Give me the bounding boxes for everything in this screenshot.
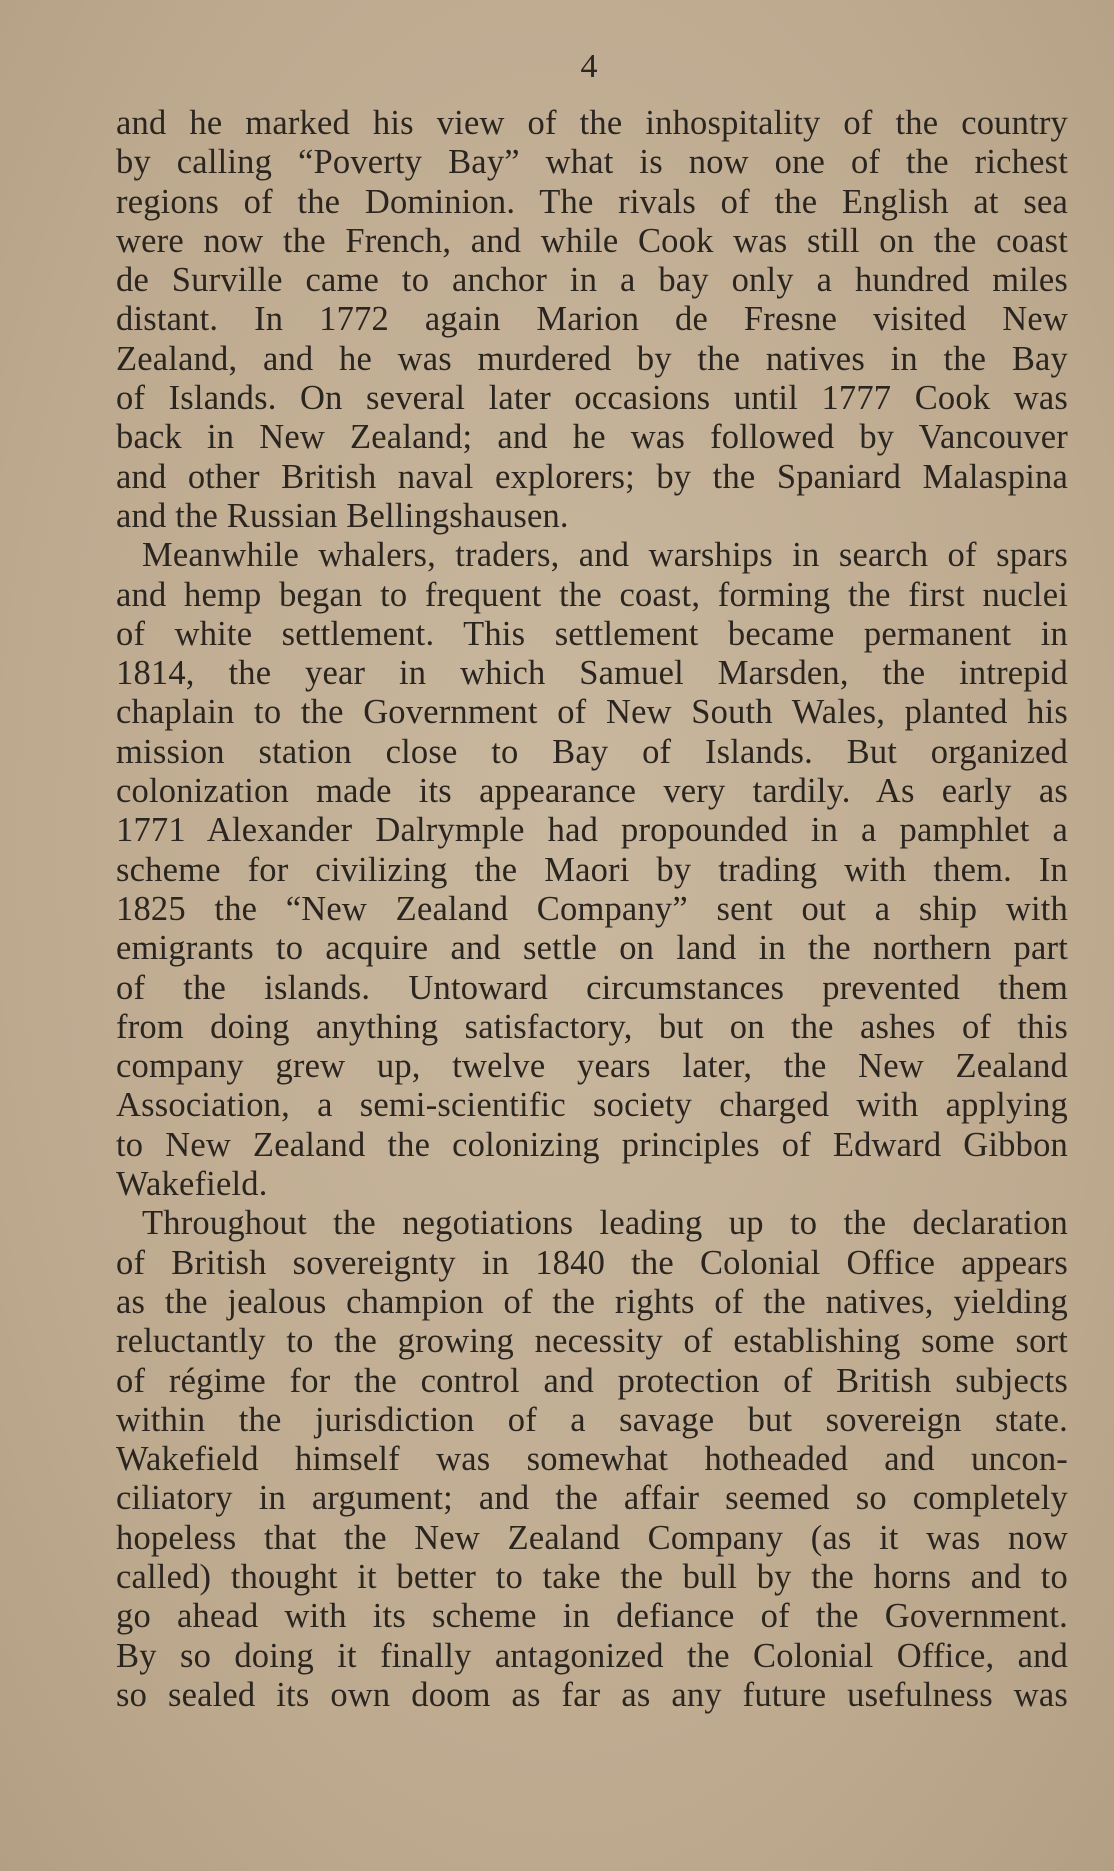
text-line: were now the French, and while Cook was still on the coast: [116, 221, 1068, 260]
paragraph-start-line: Meanwhile whalers, traders, and warships in search of spars: [142, 536, 1068, 575]
text-line: distant. In 1772 again Marion de Fresne visited New: [116, 300, 1068, 339]
paragraph-start-line: Throughout the negotiations leading up to the declaration: [142, 1204, 1068, 1243]
text-line: 1825 the “New Zealand Company” sent out a ship with: [116, 889, 1068, 928]
text-line: and other British naval explorers; by the Spaniard Malaspina: [116, 457, 1068, 496]
text-line: from doing anything satisfactory, but on the ashes of this: [116, 1007, 1068, 1046]
text-line: so sealed its own doom as far as any future usefulness was: [116, 1675, 1068, 1714]
text-line: Zealand, and he was murdered by the natives in the Bay: [116, 339, 1068, 378]
text-line: of Islands. On several later occasions until 1777 Cook was: [116, 379, 1068, 418]
text-line: ciliatory in argument; and the affair seemed so completely: [116, 1479, 1068, 1518]
text-line: company grew up, twelve years later, the New Zealand: [116, 1047, 1068, 1086]
text-line: colonization made its appearance very tardily. As early as: [116, 772, 1068, 811]
page-number: 4: [580, 48, 598, 85]
text-line: of white settlement. This settlement became permanent in: [116, 614, 1068, 653]
text-line: Wakefield himself was somewhat hotheaded and uncon-: [116, 1440, 1068, 1479]
body-text: [116, 104, 1068, 1715]
text-line: to New Zealand the colonizing principles of Edward Gibbon: [116, 1125, 1068, 1164]
text-line: reluctantly to the growing necessity of establishing some sort: [116, 1322, 1068, 1361]
text-line: emigrants to acquire and settle on land in the northern part: [116, 929, 1068, 968]
text-line: back in New Zealand; and he was followed by Vancouver: [116, 418, 1068, 457]
text-line: regions of the Dominion. The rivals of the English at sea: [116, 182, 1068, 221]
text-line: called) thought it better to take the bull by the horns and to: [116, 1557, 1068, 1596]
text-line: within the jurisdiction of a savage but sovereign state.: [116, 1400, 1068, 1439]
paragraph-end-line: and the Russian Bellingshausen.: [116, 496, 569, 535]
text-line: chaplain to the Government of New South Wales, planted his: [116, 693, 1068, 732]
text-line: by calling “Poverty Bay” what is now one of the richest: [116, 143, 1068, 182]
text-line: go ahead with its scheme in defiance of the Government.: [116, 1597, 1068, 1636]
text-line: Association, a semi-scientific society charged with applying: [116, 1086, 1068, 1125]
text-line: and hemp began to frequent the coast, forming the first nuclei: [116, 575, 1068, 614]
paragraph-end-line: Wakefield.: [116, 1165, 268, 1204]
text-line: 1814, the year in which Samuel Marsden, the intrepid: [116, 654, 1068, 693]
text-line: 1771 Alexander Dalrymple had propounded in a pamphlet a: [116, 811, 1068, 850]
text-line: By so doing it finally antagonized the Colonial Office, and: [116, 1636, 1068, 1675]
text-line: scheme for civilizing the Maori by trading with them. In: [116, 850, 1068, 889]
text-line: as the jealous champion of the rights of the natives, yielding: [116, 1282, 1068, 1321]
text-line: of régime for the control and protection of British subjects: [116, 1361, 1068, 1400]
text-line: of British sovereignty in 1840 the Colonial Office appears: [116, 1243, 1068, 1282]
text-line: and he marked his view of the inhospitality of the country: [116, 104, 1068, 142]
text-line: hopeless that the New Zealand Company (as it was now: [116, 1518, 1068, 1557]
text-line: mission station close to Bay of Islands. But organized: [116, 732, 1068, 771]
text-line: de Surville came to anchor in a bay only a hundred miles: [116, 261, 1068, 300]
text-line: of the islands. Untoward circumstances prevented them: [116, 968, 1068, 1007]
